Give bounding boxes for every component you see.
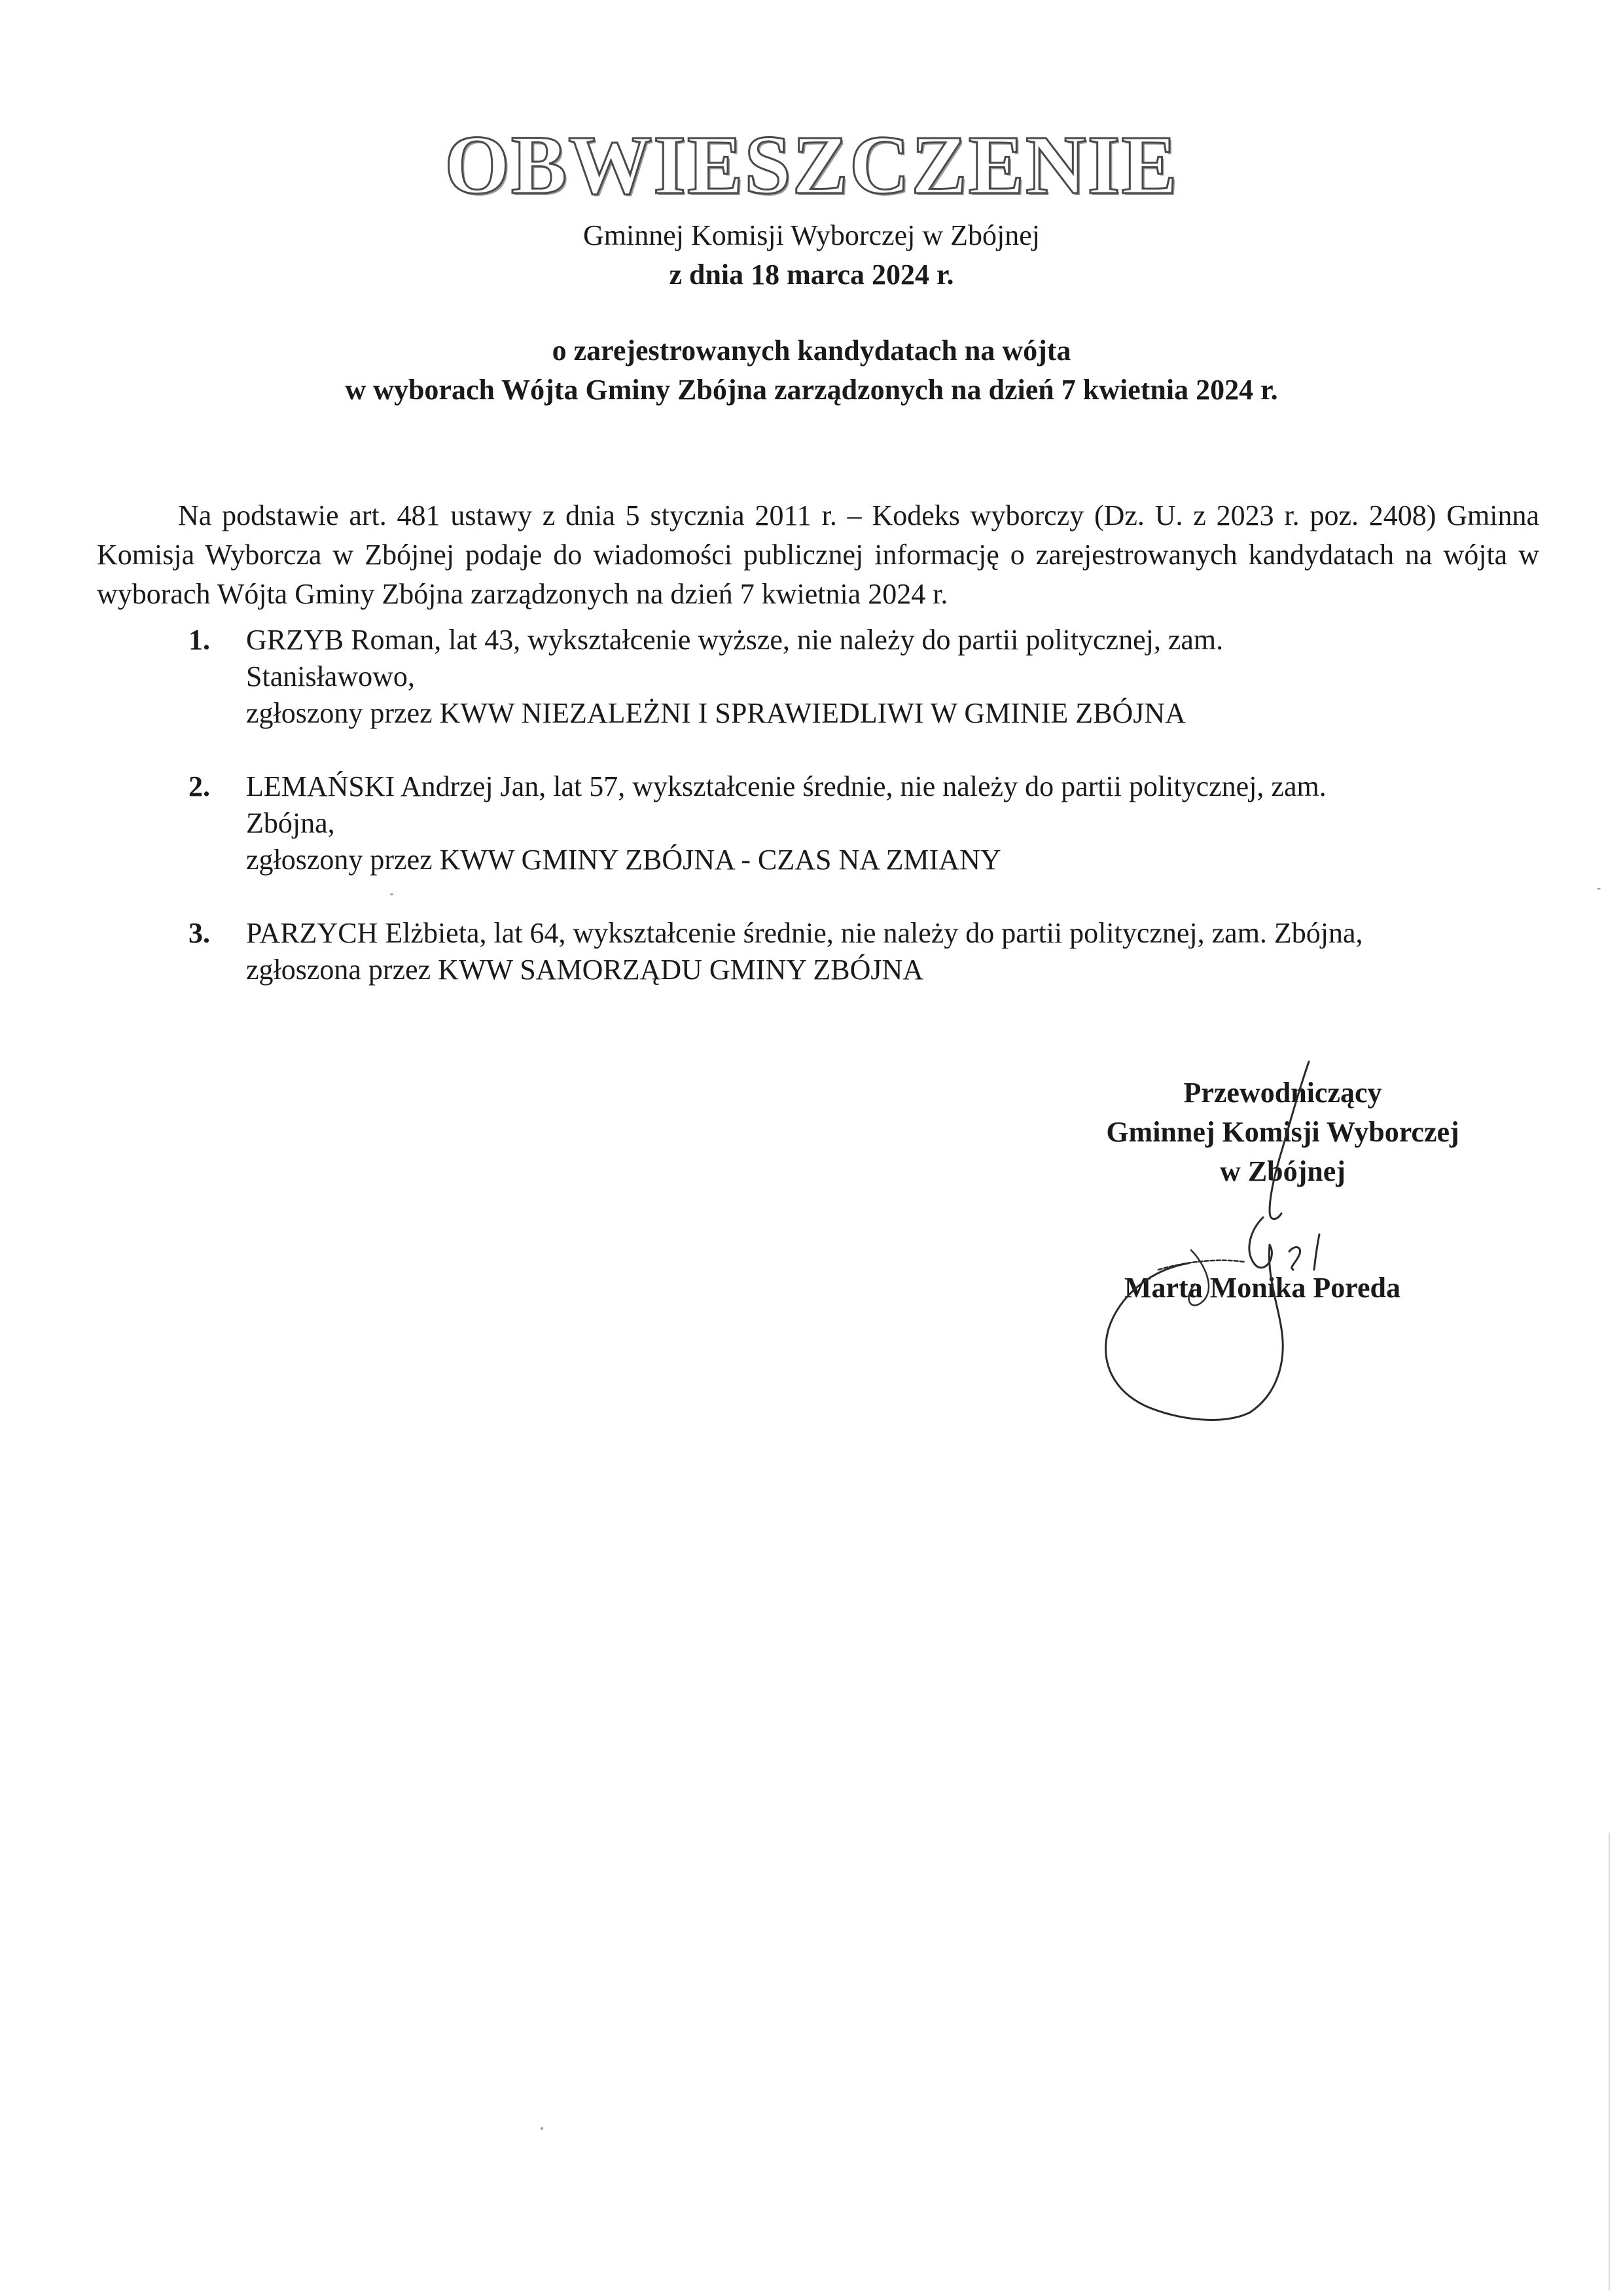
- candidate-nominated-by: zgłoszona przez KWW SAMORZĄDU GMINY ZBÓJNA: [246, 954, 924, 986]
- candidate-details: LEMAŃSKI Andrzej Jan, lat 57, wykształcenie średnie, nie należy do partii politycznej, zam.: [246, 770, 1327, 802]
- signatory-role: Przewodniczący: [1183, 1077, 1382, 1109]
- issuer-line: Gminnej Komisji Wyborczej w Zbójnej: [583, 219, 1040, 251]
- candidate-nominated-by: zgłoszony przez KWW GMINY ZBÓJNA - CZAS NA ZMIANY: [246, 844, 1001, 876]
- candidate-details: PARZYCH Elżbieta, lat 64, wykształcenie średnie, nie należy do partii politycznej, zam. Zbójna,: [246, 917, 1363, 949]
- candidate-number: 3.: [188, 917, 210, 949]
- candidate-details: GRZYB Roman, lat 43, wykształcenie wyższe, nie należy do partii politycznej, zam.: [246, 624, 1224, 656]
- candidate-nominated-by: zgłoszony przez KWW NIEZALEŻNI I SPRAWIEDLIWI W GMINIE ZBÓJNA: [246, 697, 1186, 729]
- candidate-list: [188, 622, 1563, 1025]
- scan-speck: [390, 893, 393, 895]
- subject-line-2: w wyborach Wójta Gminy Zbójna zarządzonych na dzień 7 kwietnia 2024 r.: [345, 374, 1278, 406]
- list-item: [188, 768, 1563, 878]
- subject-line-1: o zarejestrowanych kandydatach na wójta: [552, 334, 1071, 367]
- signatory-name: Marta Monika Poreda: [1124, 1272, 1401, 1304]
- list-item: [188, 622, 1563, 732]
- candidate-number: 2.: [188, 770, 210, 802]
- date-line: z dnia 18 marca 2024 r.: [669, 259, 954, 291]
- list-item: [188, 915, 1563, 988]
- intro-paragraph: Na podstawie art. 481 ustawy z dnia 5 stycznia 2011 r. – Kodeks wyborczy (Dz. U. z 2023 r. poz. 2408) Gminna Komisja Wyborcza w Zbójnej podaje do wiadomości publicznej informację o zarejestrowanych kandydatach na wójta w wyborach Wójta Gminy Zbójna zarządzonych na dzień 7 kwietnia 2024 r.: [97, 499, 1539, 610]
- candidate-residence: Zbójna,: [246, 807, 335, 839]
- candidate-residence: Stanisławowo,: [246, 660, 415, 692]
- candidate-number: 1.: [188, 624, 210, 656]
- scan-speck: [541, 2127, 543, 2130]
- document-title: OBWIESZCZENIE: [444, 118, 1179, 211]
- signatory-committee: Gminnej Komisji Wyborczej: [1106, 1116, 1459, 1148]
- signature-block: [1060, 1073, 1505, 1191]
- scan-edge-line: [1609, 1833, 1610, 2291]
- scan-speck: [1597, 888, 1601, 889]
- signatory-location: w Zbójnej: [1220, 1155, 1346, 1187]
